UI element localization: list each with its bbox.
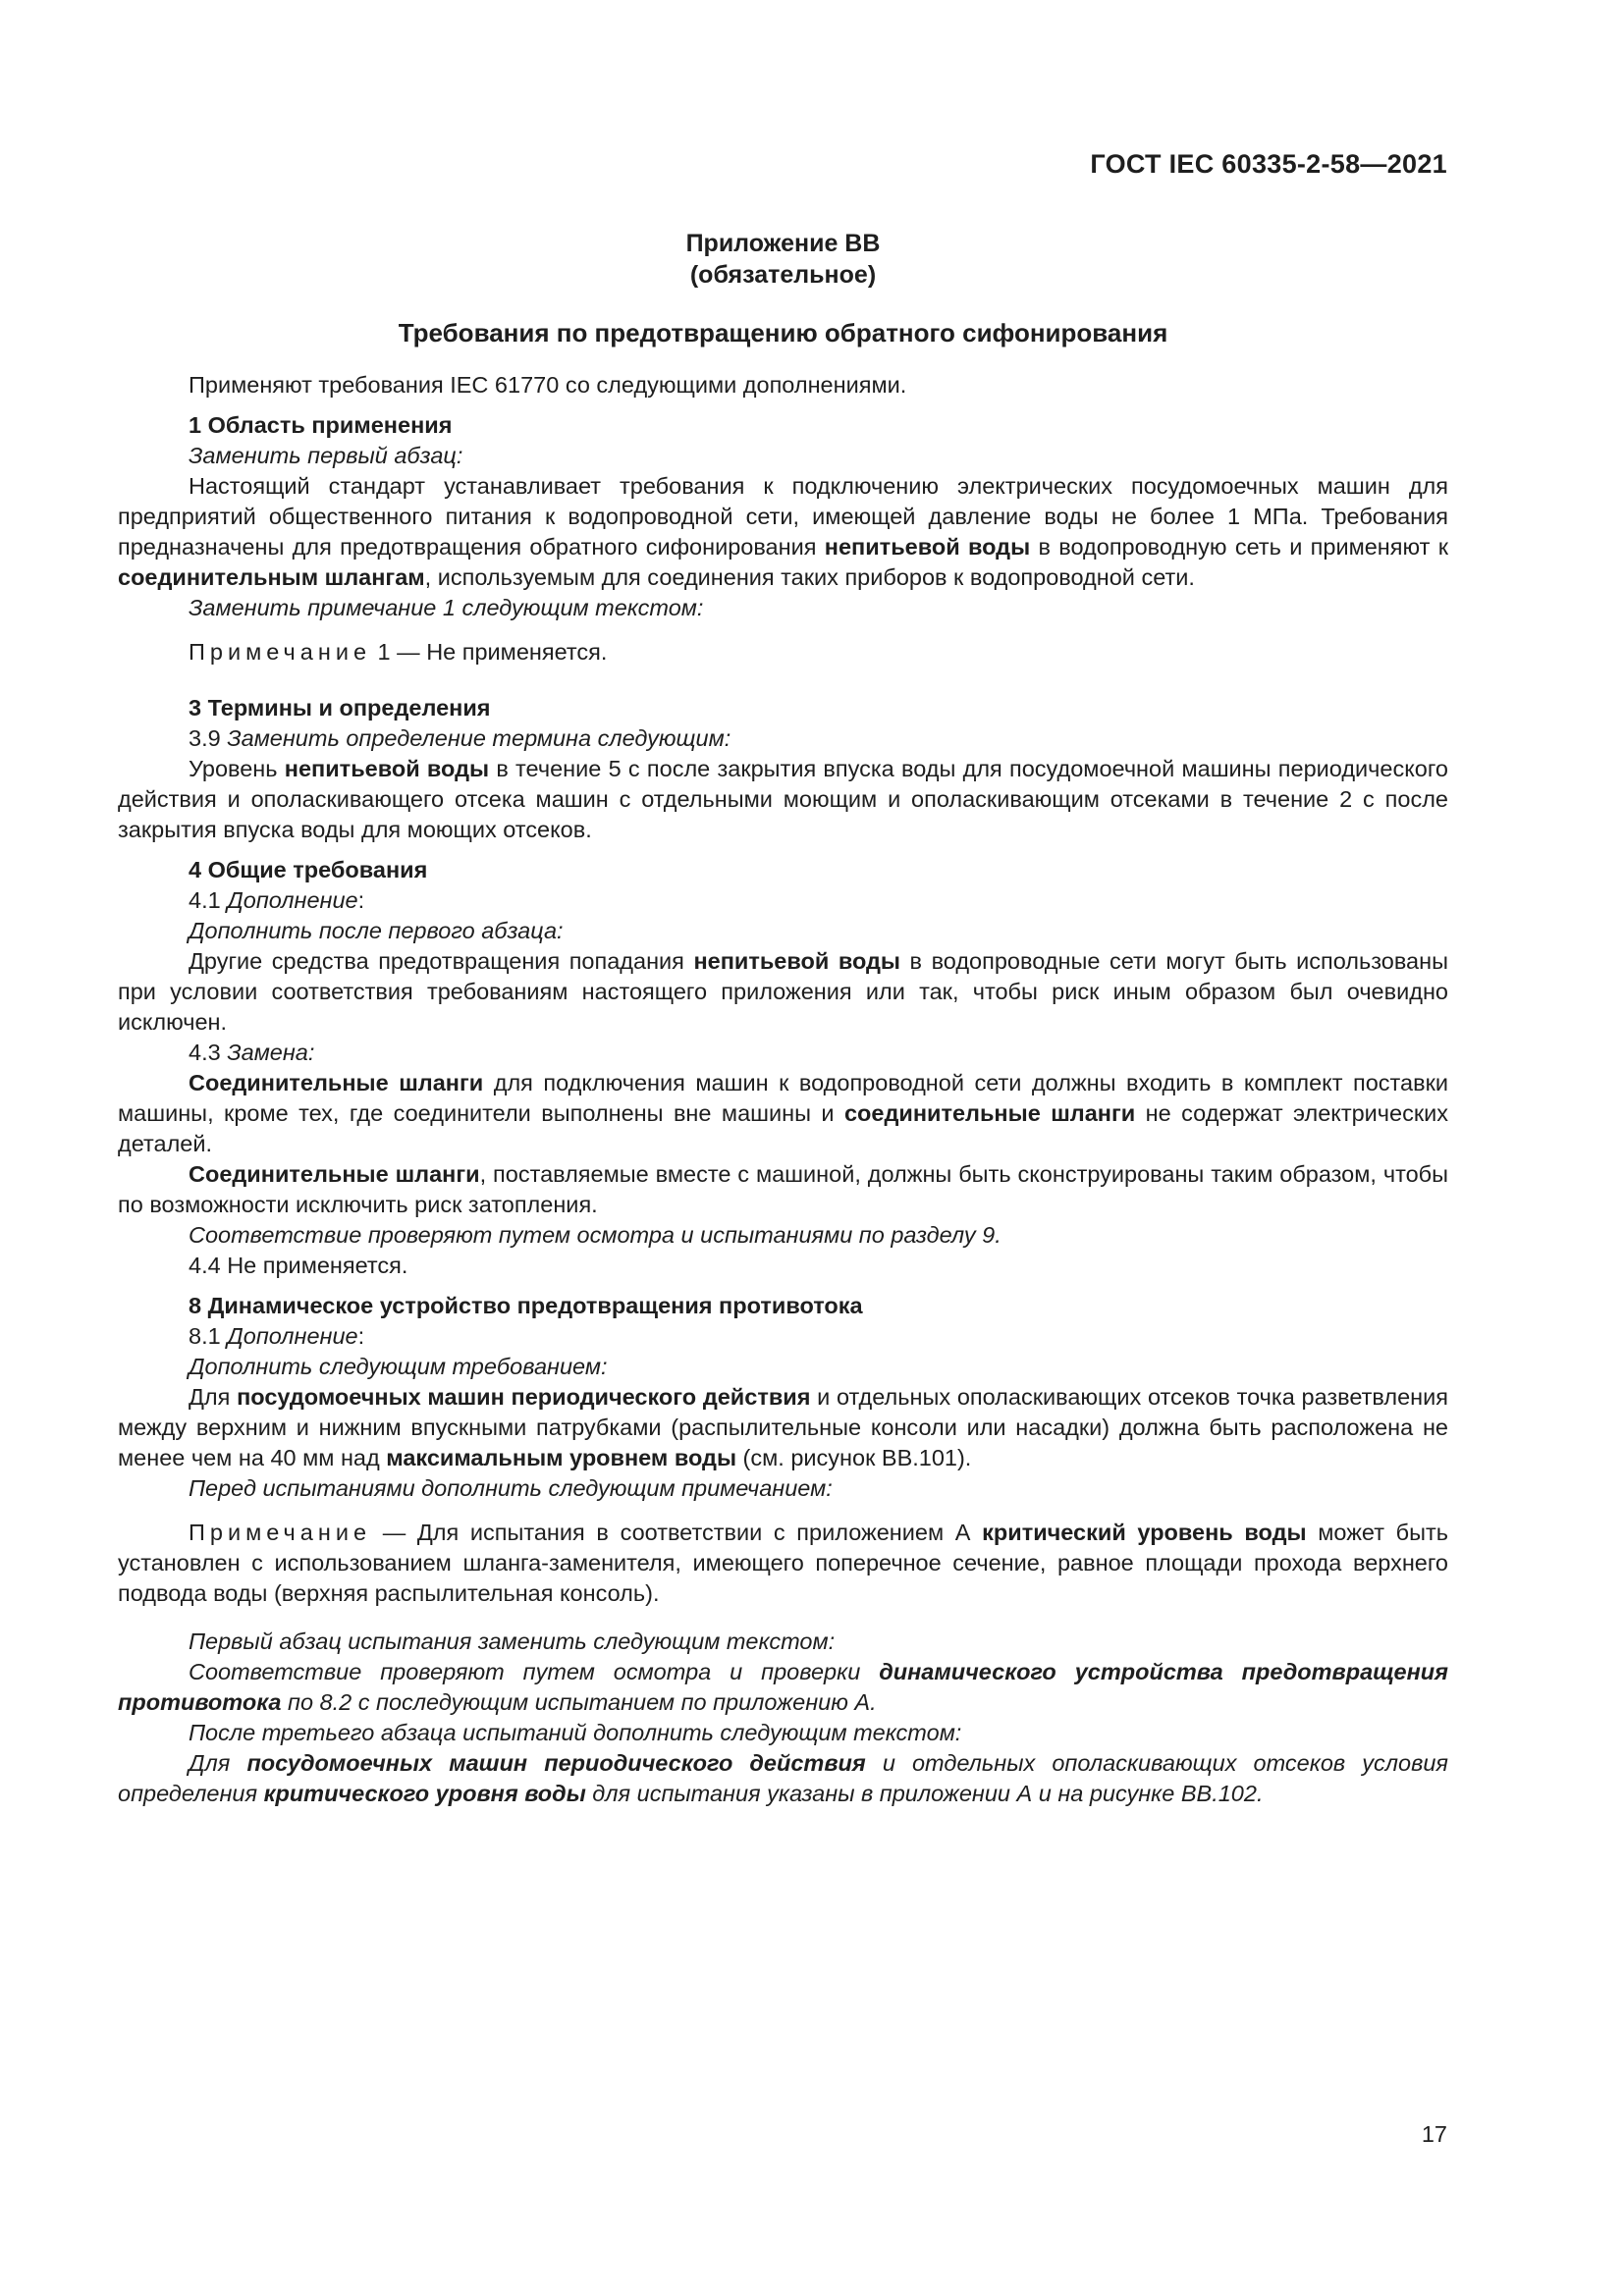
- clause-4-1: 4.1 Дополнение:: [189, 887, 365, 913]
- section-3-instruction: 3.9 Заменить определение термина следующим:: [189, 725, 731, 751]
- clause-8-1-note-instruction: Перед испытаниями дополнить следующим примечанием:: [189, 1475, 833, 1501]
- clause-4-4: 4.4 Не применяется.: [189, 1253, 408, 1278]
- clause-4-3: 4.3 Замена:: [189, 1040, 315, 1065]
- appendix-subtitle: (обязательное): [689, 261, 877, 289]
- test-replace-instruction: Первый абзац испытания заменить следующим текстом:: [189, 1629, 836, 1654]
- section-1-note: Примечание 1 — Не применяется.: [189, 639, 608, 665]
- appendix-title: Приложение ВВ: [685, 230, 881, 257]
- section-1-title: 1 Область применения: [189, 412, 453, 438]
- page-number: 17: [1421, 2121, 1447, 2147]
- section-1-instruction: Заменить первый абзац:: [189, 443, 463, 468]
- page-content: [118, 228, 1448, 1809]
- document-number-header: ГОСТ IEC 60335-2-58—2021: [1090, 149, 1447, 179]
- intro-paragraph: Применяют требования IEC 61770 со следующими дополнениями.: [189, 372, 907, 398]
- section-4-title: 4 Общие требования: [189, 857, 428, 882]
- clause-4-1-paragraph: Другие средства предотвращения попадания непитьевой воды в водопроводные сети могут быть использованы при условии соответствия требованиям настоящего приложения или так, чтобы риск иным образом был очевидно исключен.: [118, 948, 1448, 1035]
- clause-8-1: 8.1 Дополнение:: [189, 1323, 365, 1349]
- clause-4-3-paragraph-2: Соединительные шланги, поставляемые вместе с машиной, должны быть сконструированы таким образом, чтобы по возможности исключить риск затопления.: [118, 1161, 1448, 1217]
- clause-4-3-paragraph-1: Соединительные шланги для подключения машин к водопроводной сети должны входить в комплект поставки машины, кроме тех, где соединители выполнены вне машины и соединительные шланги не содержат электрических деталей.: [118, 1070, 1448, 1156]
- clause-4-1-instruction: Дополнить после первого абзаца:: [189, 918, 564, 943]
- section-8-title: 8 Динамическое устройство предотвращения противотока: [189, 1293, 863, 1318]
- section-3-paragraph: Уровень непитьевой воды в течение 5 с после закрытия впуска воды для посудомоечной машины периодического действия и ополаскивающего отсека машин с отдельными моющим и ополаскивающим отсеками в течение 2 с после закрытия впуска воды для моющих отсеков.: [118, 756, 1448, 842]
- test-added-paragraph: Для посудомоечных машин периодического действия и отдельных ополаскивающих отсеков условия определения критического уровня воды для испытания указаны в приложении А и на рисунке ВВ.102.: [118, 1750, 1448, 1806]
- clause-8-1-instruction: Дополнить следующим требованием:: [189, 1354, 608, 1379]
- appendix-heading: Требования по предотвращению обратного сифонирования: [398, 318, 1168, 347]
- clause-8-1-paragraph: Для посудомоечных машин периодического действия и отдельных ополаскивающих отсеков точка разветвления между верхним и нижним впускными патрубками (распылительные консоли или насадки) должна быть расположена не менее чем на 40 мм над максимальным уровнем воды (см. рисунок ВВ.101).: [118, 1384, 1448, 1470]
- clause-4-3-compliance: Соответствие проверяют путем осмотра и испытаниями по разделу 9.: [189, 1222, 1001, 1248]
- test-add-instruction: После третьего абзаца испытаний дополнить следующим текстом:: [189, 1720, 962, 1745]
- test-compliance: Соответствие проверяют путем осмотра и проверки динамического устройства предотвращения противотока по 8.2 с последующим испытанием по приложению А.: [118, 1659, 1448, 1715]
- section-1-note-instruction: Заменить примечание 1 следующим текстом:: [189, 595, 704, 620]
- clause-8-1-note: Примечание — Для испытания в соответствии с приложением А критический уровень воды может быть установлен с использованием шланга-заменителя, имеющего поперечное сечение, равное площади прохода верхнего подвода воды (верхняя распылительная консоль).: [118, 1520, 1448, 1606]
- section-3-title: 3 Термины и определения: [189, 695, 491, 721]
- section-1-paragraph: Настоящий стандарт устанавливает требования к подключению электрических посудомоечных машин для предприятий общественного питания к водопроводной сети, имеющей давление воды не более 1 МПа. Требования предназначены для предотвращения обратного сифонирования непитьевой воды в водопроводную сеть и применяют к соединительным шлангам, используемым для соединения таких приборов к водопроводной сети.: [118, 473, 1448, 590]
